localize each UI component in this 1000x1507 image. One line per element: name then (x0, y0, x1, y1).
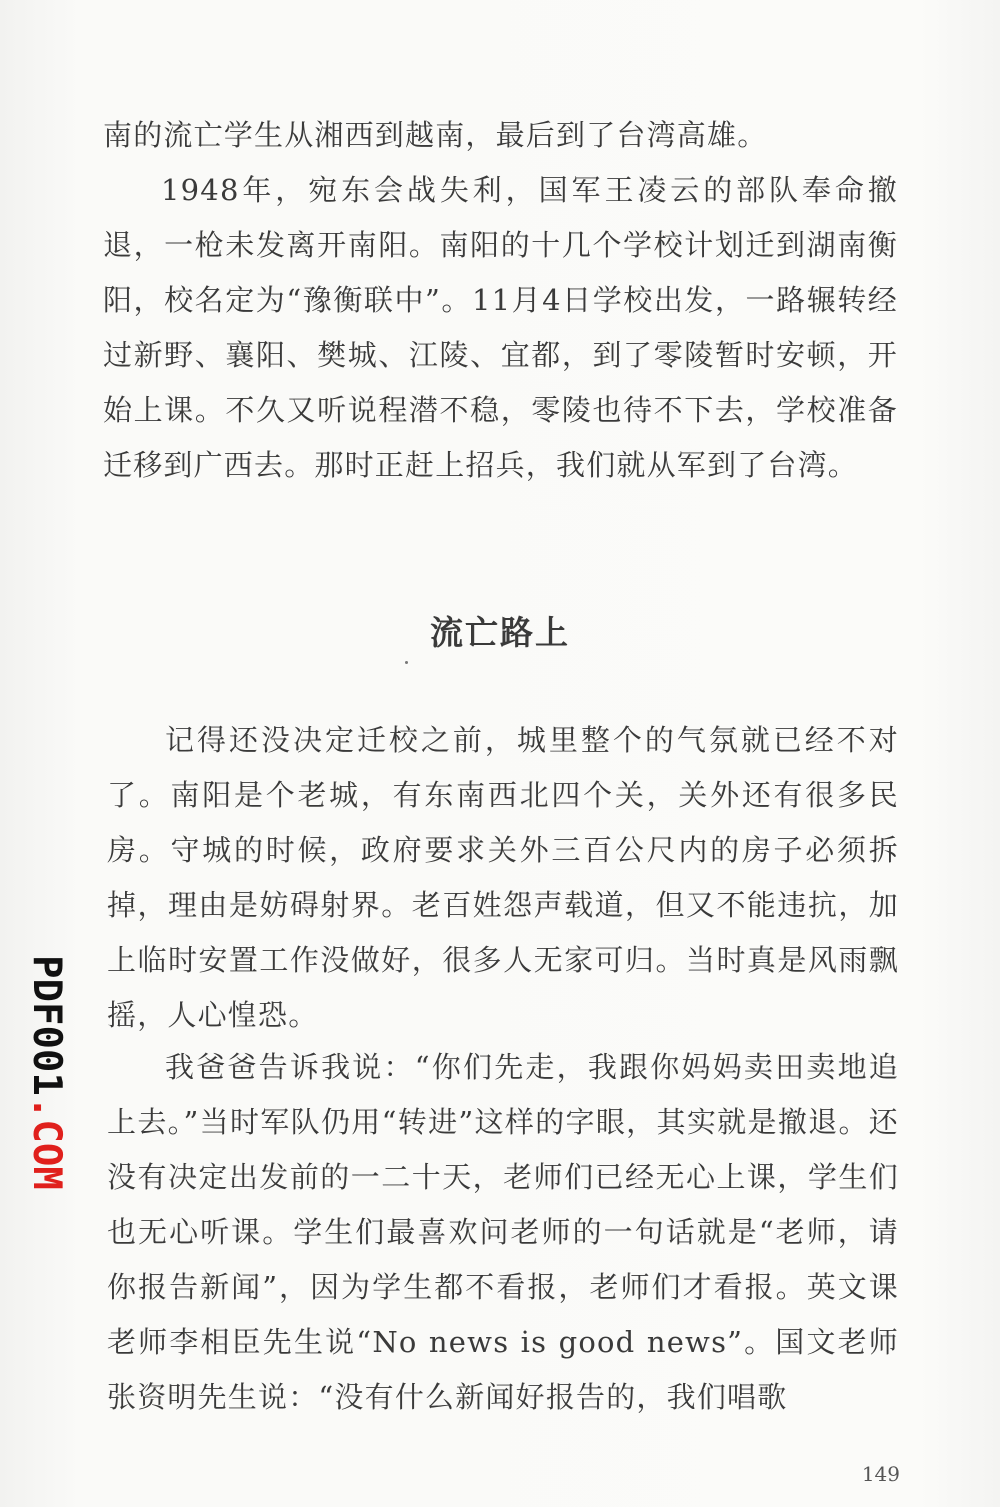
watermark-main: PDF001 (24, 955, 69, 1096)
paragraph-1948: 1948年，宛东会战失利，国军王凌云的部队奉命撤退，一枪未发离开南阳。南阳的十几个学校计划迁到湖南衡阳，校名定为“豫衡联中”。11月4日学校出发，一路辗转经过新野、襄阳、樊城、江陵、宜都，到了零陵暂时安顿，开始上课。不久又听说程潜不稳，零陵也待不下去，学校准备迁移到广西去。那时正赶上招兵，我们就从军到了台湾。 (103, 173, 898, 482)
section-title: 流亡路上 (430, 613, 570, 652)
paragraph-continued: 南的流亡学生从湘西到越南，最后到了台湾高雄。 (103, 118, 768, 152)
watermark (22, 955, 70, 1205)
paragraph-father-said: 我爸爸告诉我说：“你们先走，我跟你妈妈卖田卖地追上去。”当时军队仍用“转进”这样的字眼，其实就是撤退。还没有决定出发前的一二十天，老师们已经无心上课，学生们也无心听课。学生们最喜欢问老师的一句话就是“老师，请你报告新闻”，因为学生都不看报，老师们才看报。英文课老师李相臣先生说“No news is good news”。国文老师张资明先生说：“没有什么新闻好报告的，我们唱歌 (107, 1050, 900, 1414)
page-number: 149 (861, 1462, 900, 1486)
paragraph-city-atmosphere: 记得还没决定迁校之前，城里整个的气氛就已经不对了。南阳是个老城，有东南西北四个关，关外还有很多民房。守城的时候，政府要求关外三百公尺内的房子必须拆掉，理由是妨碍射界。老百姓怨声载道，但又不能违抗，加上临时安置工作没做好，很多人无家可归。当时真是风雨飘摇，人心惶恐。 (107, 723, 899, 1032)
watermark-accent: .COM (24, 1095, 69, 1190)
print-speck (405, 661, 408, 664)
